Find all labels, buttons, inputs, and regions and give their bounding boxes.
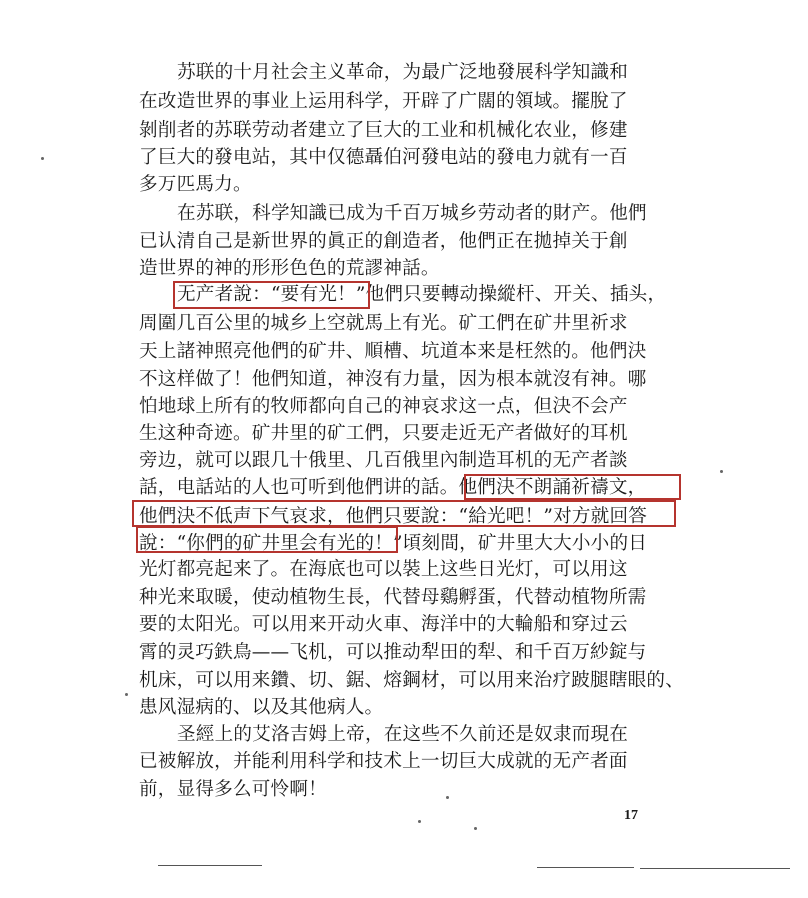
scan-speck bbox=[41, 157, 44, 160]
scan-speck bbox=[720, 470, 723, 473]
text-line: 种光来取暖，使动植物生長，代替母鷄孵蛋，代替动植物所需 bbox=[139, 587, 647, 608]
text-line: 造世界的神的形形色色的荒謬神話。 bbox=[139, 258, 440, 279]
page-number: 17 bbox=[624, 808, 638, 823]
text-line: 天上諸神照亮他們的矿井、順槽、坑道本来是枉然的。他們決 bbox=[139, 341, 647, 362]
text-line: 多万匹馬力。 bbox=[139, 174, 252, 195]
text-line: 不这样做了！他們知道，神沒有力量，因为根本就沒有神。哪 bbox=[139, 369, 647, 390]
text-line: 患风湿病的、以及其他病人。 bbox=[139, 697, 384, 718]
text-line: 无产者說：“要有光！”他們只要轉动操縱杆、开关、插头， bbox=[177, 284, 667, 305]
scan-rule bbox=[537, 867, 634, 868]
scan-speck bbox=[446, 796, 449, 799]
text-line: 机床，可以用来鑽、切、鋸、熔鋼材，可以用来治疗跛腿瞎眼的、 bbox=[139, 670, 685, 691]
text-line: 說：“你們的矿井里会有光的！”頃刻間，矿井里大大小小的日 bbox=[139, 533, 648, 554]
text-line: 怕地球上所有的牧师都向自己的神哀求这一点，但決不会产 bbox=[139, 396, 628, 417]
highlight-box bbox=[132, 500, 676, 527]
text-line: 霄的灵巧鉄鳥——飞机，可以推动犁田的犁、和千百万紗錠与 bbox=[139, 642, 647, 663]
text-line: 光灯都亮起来了。在海底也可以裝上这些日光灯，可以用这 bbox=[139, 559, 628, 580]
text-line: 已认清自己是新世界的眞正的創造者，他們正在拋掉关于創 bbox=[139, 231, 628, 252]
text-line: 苏联的十月社会主义革命，为最广泛地發展科学知識和 bbox=[177, 62, 629, 83]
text-line: 周圍几百公里的城乡上空就馬上有光。矿工們在矿井里祈求 bbox=[139, 313, 628, 334]
scan-rule bbox=[640, 868, 790, 869]
text-line: 前，显得多么可怜啊！ bbox=[139, 779, 327, 800]
text-line: 了巨大的發电站，其中仅德聶伯河發电站的發电力就有一百 bbox=[139, 147, 628, 168]
scan-speck bbox=[474, 827, 477, 830]
text-line: 旁边，就可以跟几十俄里、几百俄里內制造耳机的无产者談 bbox=[139, 450, 628, 471]
text-line: 在苏联，科学知識已成为千百万城乡劳动者的財产。他們 bbox=[177, 203, 647, 224]
text-line: 要的太阳光。可以用来开动火車、海洋中的大輪船和穿过云 bbox=[139, 614, 628, 635]
text-line: 在改造世界的事业上运用科学，开辟了广闊的領域。擺脫了 bbox=[139, 91, 628, 112]
text-line: 已被解放，并能利用科学和技术上一切巨大成就的无产者面 bbox=[139, 751, 628, 772]
text-line: 圣經上的艾洛吉姆上帝，在这些不久前还是奴隶而現在 bbox=[177, 724, 629, 745]
text-line: 剝削者的苏联劳动者建立了巨大的工业和机械化农业，修建 bbox=[139, 120, 628, 141]
scan-speck bbox=[125, 693, 128, 696]
text-line: 生这种奇迹。矿井里的矿工們，只要走近无产者做好的耳机 bbox=[139, 423, 628, 444]
text-line: 他們決不低声下气哀求，他們只要說：“給光吧！”对方就回答 bbox=[139, 506, 648, 527]
text-line: 話，电話站的人也可听到他們讲的話。他們決不朗誦祈禱文， bbox=[139, 477, 647, 498]
highlight-box bbox=[136, 526, 398, 553]
scan-rule bbox=[158, 865, 262, 866]
highlight-box bbox=[464, 474, 681, 500]
scan-speck bbox=[418, 820, 421, 823]
highlight-box bbox=[173, 281, 370, 309]
